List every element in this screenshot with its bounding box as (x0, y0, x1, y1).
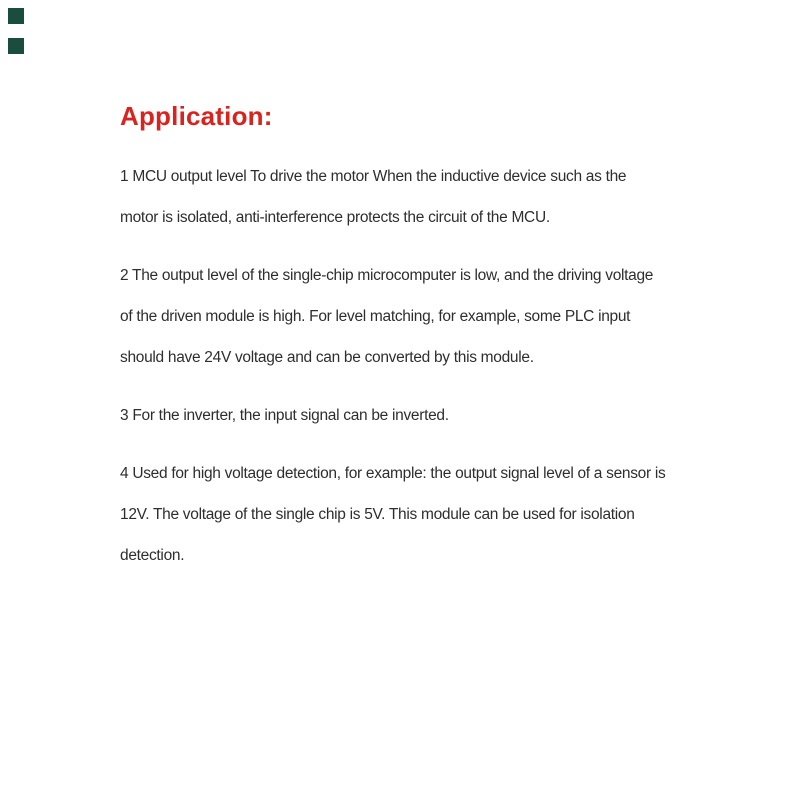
paragraph-line: 1 MCU output level To drive the motor When the inductive device such as the (120, 168, 627, 185)
paragraph-line: of the driven module is high. For level matching, for example, some PLC input (120, 308, 631, 325)
document-content (120, 100, 780, 576)
paragraph (120, 156, 780, 238)
paragraph (120, 453, 780, 576)
paragraph-line: detection. (120, 547, 185, 564)
paragraph (120, 395, 780, 436)
paragraph-line: 3 For the inverter, the input signal can be inverted. (120, 407, 449, 424)
paragraph-line: 12V. The voltage of the single chip is 5V. This module can be used for isolation (120, 506, 635, 523)
paragraph-list (120, 156, 780, 576)
paragraph (120, 255, 780, 378)
paragraph-line: should have 24V voltage and can be converted by this module. (120, 349, 534, 366)
corner-square-icon (8, 8, 24, 24)
paragraph-line: motor is isolated, anti-interference protects the circuit of the MCU. (120, 209, 550, 226)
page-title: Application: (120, 101, 273, 131)
paragraph-line: 2 The output level of the single-chip microcomputer is low, and the driving voltage (120, 267, 654, 284)
paragraph-line: 4 Used for high voltage detection, for example: the output signal level of a sensor is (120, 465, 666, 482)
corner-square-icon (8, 38, 24, 54)
